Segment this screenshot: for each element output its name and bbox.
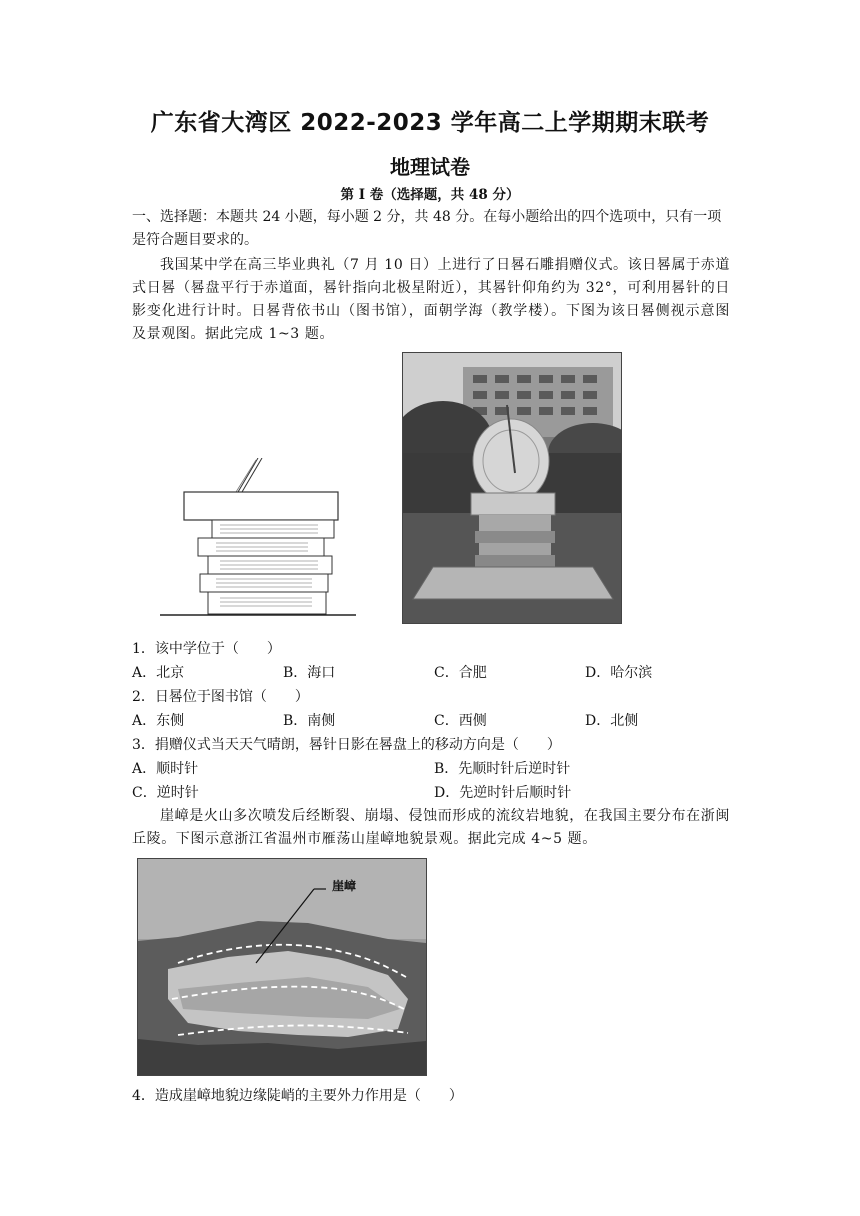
question-1-option-a[interactable]: A．北京 [132,665,185,681]
instructions: 一、选择题：本题共 24 小题，每小题 2 分，共 48 分。在每小题给出的四个选项中，只有一项是符合题目要求的。 [132,209,722,248]
cliff-label: 崖嶂 [332,879,357,893]
question-3-option-d[interactable]: D．先逆时针后顺时针 [434,785,572,801]
passage-1: 我国某中学在高三毕业典礼（7 月 10 日）上进行了日晷石雕捐赠仪式。该日晷属于赤道式日晷（晷盘平行于赤道面，晷针指向北极星附近），其晷针仰角约为 32°，可利用晷针的日影变化进行计时。日晷背依书山（图书馆），面朝学海（教学楼）。下图为该日晷侧视示意图及景观图。据此完成 1~3 题。 [132,257,730,342]
question-1-option-d[interactable]: D．哈尔滨 [585,665,653,681]
exam-subject: 地理试卷 [390,155,470,179]
question-3-option-a[interactable]: A．顺时针 [132,761,199,777]
question-1-option-c[interactable]: C．合肥 [434,665,487,681]
question-3-stem: 3．捐赠仪式当天天气晴朗，晷针日影在晷盘上的移动方向是（ ） [132,737,561,753]
passage-2: 崖嶂是火山多次喷发后经断裂、崩塌、侵蚀而形成的流纹岩地貌，在我国主要分布在浙闽丘陵。下图示意浙江省温州市雁荡山崖嶂地貌景观。据此完成 4~5 题。 [132,808,730,847]
cliff-landform-photo [137,858,427,1076]
question-2-option-a[interactable]: A．东侧 [132,713,185,729]
question-1-option-b[interactable]: B．海口 [283,665,336,681]
sundial-side-view-diagram [158,458,358,618]
question-3-option-c[interactable]: C．逆时针 [132,785,199,801]
question-2-option-c[interactable]: C．西侧 [434,713,487,729]
question-2-option-d[interactable]: D．北侧 [585,713,639,729]
question-2-option-b[interactable]: B．南侧 [283,713,336,729]
exam-title: 广东省大湾区 2022-2023 学年高二上学期期末联考 [150,110,710,136]
question-3-option-b[interactable]: B．先顺时针后逆时针 [434,761,571,777]
question-2-stem: 2．日晷位于图书馆（ ） [132,689,309,705]
section-heading: 第 I 卷（选择题，共 48 分） [340,187,520,203]
question-1-stem: 1．该中学位于（ ） [132,641,281,657]
question-4-stem: 4．造成崖嶂地貌边缘陡峭的主要外力作用是（ ） [132,1088,463,1104]
sundial-photo [402,352,622,624]
